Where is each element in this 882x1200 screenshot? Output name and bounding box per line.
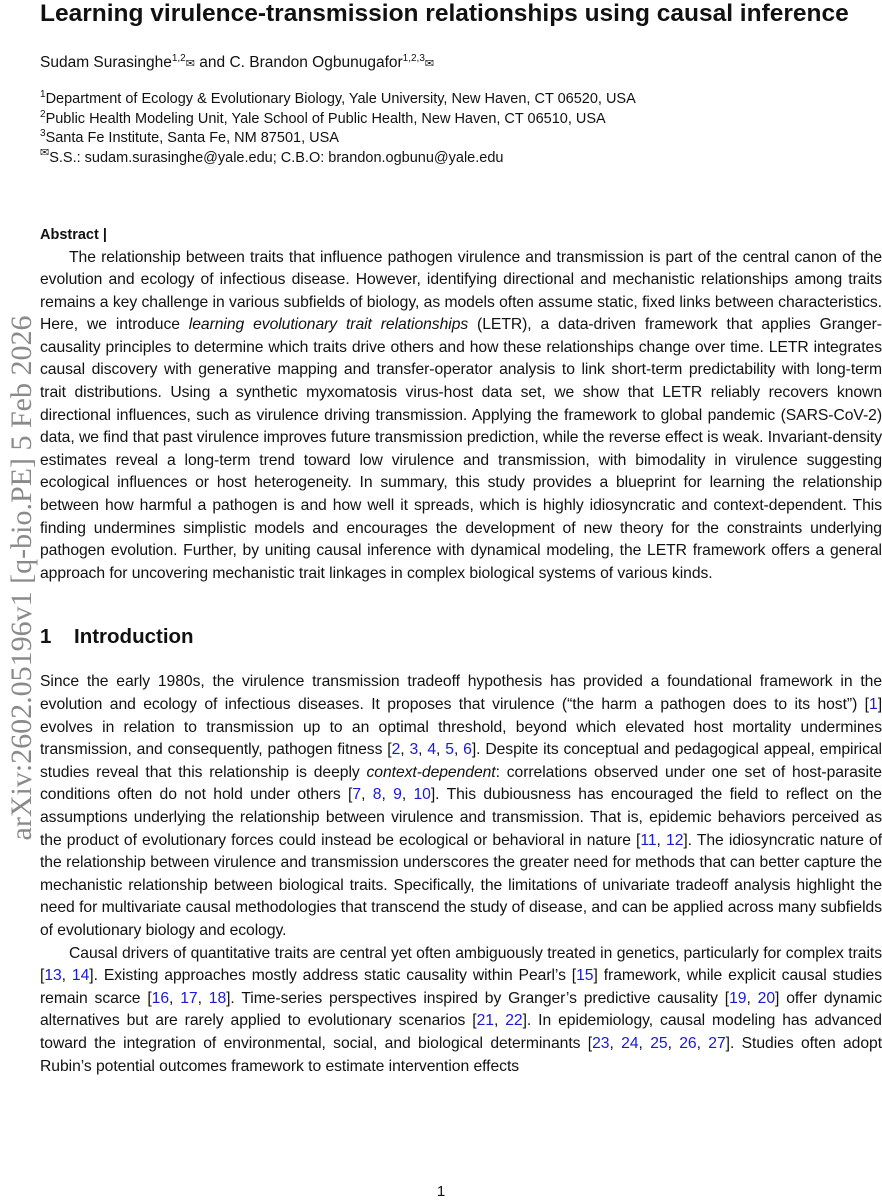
citation-link[interactable]: 20	[757, 989, 775, 1007]
intro-paragraph-2	[40, 943, 882, 1079]
body-text: ,	[418, 741, 428, 759]
email-icon: ✉	[424, 58, 435, 70]
body-text: ,	[638, 1034, 651, 1052]
affiliation-line	[40, 110, 882, 130]
contact-line	[40, 146, 882, 169]
body-text: ]. Despite its conceptual and pedagogical appeal, empirical studies reveal that this relationship is deeply	[40, 741, 882, 781]
citation-link[interactable]: 7	[352, 786, 362, 804]
email-icon: ✉	[185, 58, 195, 70]
citation-link[interactable]: 10	[413, 786, 431, 804]
citation-link[interactable]: 6	[463, 741, 472, 759]
author-name: C. Brandon Ogbunugafor	[229, 54, 403, 71]
citation-link[interactable]: 5	[445, 741, 454, 759]
abstract	[40, 224, 882, 585]
body-text: ]. In epidemiology, causal modeling has advanced toward the integration of environmental, social, and biological determinants [	[40, 1012, 882, 1052]
citation-link[interactable]: 16	[151, 989, 169, 1007]
body-text: ,	[746, 989, 758, 1007]
citation-link[interactable]: 19	[729, 989, 747, 1007]
citation-link[interactable]: 11	[640, 831, 657, 849]
abstract-emphasis: learning evolutionary trait relationships	[188, 316, 469, 334]
citation-link[interactable]: 17	[180, 989, 198, 1007]
citation-link[interactable]: 26	[679, 1034, 697, 1052]
body-text: ,	[169, 989, 181, 1007]
author-separator: and	[194, 54, 230, 71]
body-text: ,	[696, 1034, 709, 1052]
body-text: ,	[401, 786, 414, 804]
body-text: ]. Existing approaches mostly address static causality within Pearl’s [	[89, 967, 577, 985]
body-text: ,	[493, 1012, 506, 1030]
affiliation-number: 2	[40, 108, 46, 120]
author-list	[40, 53, 882, 74]
abstract-label: Abstract |	[40, 227, 107, 243]
body-text: ,	[197, 989, 209, 1007]
affiliation-list	[40, 90, 882, 168]
body-text: Since the early 1980s, the virulence transmission tradeoff hypothesis has provided a foundational framework in the evolution and ecology of infectious diseases. It proposes that virulence (“the harm a pathogen does to its host”) [	[40, 673, 882, 713]
affiliation-line	[40, 90, 882, 110]
citation-link[interactable]: 13	[44, 967, 62, 985]
affiliation-line	[40, 129, 882, 149]
contact-emails: S.S.: sudam.surasinghe@yale.edu; C.B.O: brandon.ogbunu@yale.edu	[49, 149, 504, 166]
author-affiliation-marks: 1,2	[171, 52, 186, 64]
body-text: ,	[609, 1034, 622, 1052]
body-text: ]. The idiosyncratic nature of the relationship between virulence and transmission underscores the greater need for methods that can better capture the mechanistic relationship between biological traits. Specifically, the limitations of univariate tradeoff analysis highlight the need for multivariate causal methodologies that transcend the study of disease, and can be applied across many subfields of evolutionary biology and ecology.	[40, 831, 882, 939]
intro-paragraph-1	[40, 671, 882, 942]
affiliation-text: Public Health Modeling Unit, Yale School of Public Health, New Haven, CT 06510, USA	[45, 110, 606, 127]
body-text: ,	[436, 741, 446, 759]
body-text: ,	[400, 741, 410, 759]
affiliation-number: 1	[40, 89, 46, 101]
affiliation-text: Santa Fe Institute, Santa Fe, NM 87501, USA	[45, 130, 339, 146]
author-affiliation-marks: 1,2,3	[402, 52, 425, 64]
affiliation-number: 3	[40, 128, 46, 140]
citation-link[interactable]: 3	[409, 741, 419, 759]
body-text: Causal drivers of quantitative traits are central yet often ambiguously treated in genetics, particularly for complex traits [	[40, 944, 882, 985]
body-text: ,	[361, 786, 373, 804]
body-text: ]. Time-series perspectives inspired by Granger’s predictive causality [	[226, 989, 730, 1007]
body-text: ,	[453, 741, 464, 759]
citation-link[interactable]: 27	[708, 1034, 726, 1052]
body-text: ] offer dynamic alternatives but are rarely applied to evolutionary scenarios [	[40, 989, 882, 1030]
citation-link[interactable]: 18	[208, 989, 227, 1007]
citation-link[interactable]: 14	[71, 967, 90, 985]
citation-link[interactable]: 15	[576, 967, 594, 985]
body-text: ]. This dubiousness has encouraged the field to reflect on the assumptions underlying the relationship between virulence and transmission. That is, epidemic behaviors perceived as the product of evolutionary forces could instead be ecological or behavioral in nature [	[40, 786, 882, 849]
paper-content	[40, 0, 882, 1078]
citation-link[interactable]: 1	[869, 696, 878, 713]
body-text: : correlations observed under one set of host-parasite conditions often do not hold under others [	[40, 763, 882, 804]
author-name: Sudam Surasinghe	[40, 54, 172, 71]
citation-link[interactable]: 4	[427, 741, 437, 759]
section-title: Introduction	[74, 625, 194, 649]
citation-link[interactable]: 22	[505, 1012, 523, 1030]
body-text: ] evolves in relation to transmission up to an optimal threshold, beyond which elevated host mortality undermines transmission, and consequently, pathogen fitness [	[40, 696, 882, 759]
section-number: 1	[40, 625, 52, 649]
section-heading	[40, 625, 882, 649]
body-text: ,	[667, 1034, 680, 1052]
abstract-text	[40, 247, 882, 586]
citation-link[interactable]: 24	[621, 1034, 639, 1052]
citation-link[interactable]: 23	[592, 1034, 610, 1052]
citation-link[interactable]: 2	[391, 741, 401, 759]
abstract-text-part: The relationship between traits that influence pathogen virulence and transmission is part of the central canon of the evolution and ecology of infectious disease. However, identifying directional and mechanistic relationships among traits remains a key challenge in various subfields of biology, as models often assume static, fixed links between characteristics. Here, we introduce	[40, 248, 882, 334]
body-text: ,	[61, 967, 72, 985]
body-text: ,	[656, 831, 667, 849]
paper-title: Learning virulence-transmission relationships using causal inference	[40, 0, 849, 27]
body-text: ,	[381, 786, 394, 804]
citation-link[interactable]: 25	[650, 1034, 668, 1052]
citation-link[interactable]: 12	[666, 831, 684, 849]
affiliation-text: Department of Ecology & Evolutionary Biology, Yale University, New Haven, CT 06520, USA	[45, 91, 636, 107]
page-number: 1	[436, 1183, 446, 1200]
emphasized-text: context-dependent	[366, 763, 496, 781]
abstract-text-part: (LETR), a data-driven framework that applies Granger-causality principles to determine which traits drive others and how these relationships change over time. LETR integrates causal discovery with generative mapping and transfer-operator analysis to link short-term predictability with long-term trait distributions. Using a synthetic myxomatosis virus-host data set, we show that LETR reliably recovers known directional influences, such as virulence driving transmission. Applying the framework to global pandemic (SARS-CoV-2) data, we find that past virulence improves future transmission prediction, while the reverse effect is weak. Invariant-density estimates reveal a long-term trend toward low virulence and transmission, with bimodality in virulence suggesting ecological influences or host heterogeneity. In summary, this study provides a blueprint for learning the relationship between how harmful a pathogen is and how well it spreads, which is highly idiosyncratic and context-dependent. This finding undermines simplistic models and encourages the development of new theory for the constraints underlying pathogen evolution. Further, by uniting causal inference with dynamical modeling, the LETR framework offers a general approach for uncovering mechanistic trait linkages in complex biological systems of various kinds.	[40, 316, 882, 582]
body-text: ]. Studies often adopt Rubin’s potential outcomes framework to estimate intervention effects	[40, 1034, 882, 1075]
email-icon: ✉	[40, 146, 50, 159]
citation-link[interactable]: 21	[476, 1012, 494, 1030]
citation-link[interactable]: 8	[372, 786, 382, 804]
arxiv-sidebar	[4, 278, 40, 878]
body-text: ] framework, while explicit causal studies remain scarce [	[40, 967, 882, 1007]
arxiv-identifier: arXiv:2602.05196v1 [q-bio.PE] 5 Feb 2026	[5, 315, 38, 841]
citation-link[interactable]: 9	[393, 786, 402, 804]
